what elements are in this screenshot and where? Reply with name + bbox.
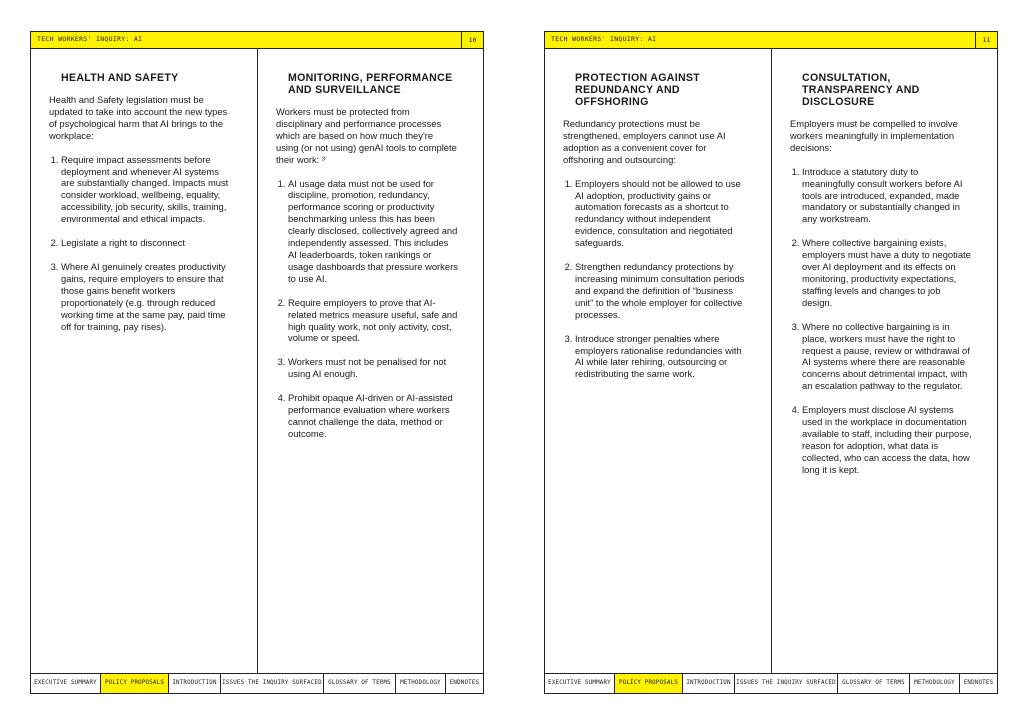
proposal-list [276, 178, 458, 440]
section-health-and-safety [49, 72, 231, 344]
section-heading: CONSULTATION, TRANSPARENCY AND DISCLOSURE [802, 72, 920, 108]
header-title: TECH WORKERS' INQUIRY: AI [37, 35, 143, 43]
section-intro: Employers must be compelled to involve workers meaningfully in implementation decisions: [790, 118, 958, 153]
page-number: 11 [975, 32, 997, 48]
footer-nav [31, 673, 483, 693]
nav-policy-proposals[interactable]: POLICY PROPOSALS [101, 674, 169, 693]
nav-introduction[interactable]: INTRODUCTION [169, 674, 221, 693]
proposal-list [563, 178, 745, 381]
list-item: 3. Workers must not be penalised for not using AI enough. [288, 356, 458, 380]
section-intro: Workers must be protected from disciplinary and performance processes which are based on how much they're using (or not using) genAI tools to complete their work: ³ [276, 106, 457, 165]
nav-methodology[interactable]: METHODOLOGY [910, 674, 960, 693]
page-11 [544, 31, 998, 694]
section-intro: Health and Safety legislation must be updated to take into account the new types of psychological harm that AI brings to the workplace: [49, 94, 228, 141]
section-redundancy [563, 72, 745, 392]
list-item: 3. Introduce stronger penalties where employers rationalise redundancies with AI while later rehiring, outsourcing or redistributing the same work. [575, 333, 745, 381]
list-item: 1. Require impact assessments before deployment and whenever AI systems are substantially changed. Impacts must consider workload, wellbeing, equality, accessibility, job security, skills, training, environmental and ethical impacts. [61, 154, 231, 225]
nav-executive-summary[interactable]: EXECUTIVE SUMMARY [545, 674, 615, 693]
section-consultation [790, 72, 972, 488]
list-item: 2. Legislate a right to disconnect [61, 237, 231, 249]
page-number: 10 [461, 32, 483, 48]
section-heading: PROTECTION AGAINST REDUNDANCY AND OFFSHORING [575, 72, 701, 108]
list-item: 2. Strengthen redundancy protections by increasing minimum consultation periods and expand the definition of “business unit” to the whole employer for collective processes. [575, 261, 745, 321]
proposal-list [790, 166, 972, 476]
list-item: 1. Introduce a statutory duty to meaningfully consult workers before AI tools are introduced, expanded, made mandatory or substantially changed in any workstream. [802, 166, 972, 226]
list-item: 1. Employers should not be allowed to use AI adoption, productivity gains or automation forecasts as a shortcut to redundancy without independent evidence, consultation and negotiated safeguards. [575, 178, 745, 249]
page-header [545, 32, 997, 49]
nav-methodology[interactable]: METHODOLOGY [396, 674, 446, 693]
list-item: 3. Where AI genuinely creates productivity gains, require employers to ensure that those gains benefit workers proportionately (e.g. through reduced working time at the same pay, paid time off for training, pay rises). [61, 261, 231, 332]
list-item: 4. Prohibit opaque AI-driven or AI-assisted performance evaluation where workers cannot challenge the data, method or outcome. [288, 392, 458, 440]
page-header [31, 32, 483, 49]
nav-introduction[interactable]: INTRODUCTION [683, 674, 735, 693]
nav-policy-proposals[interactable]: POLICY PROPOSALS [615, 674, 683, 693]
list-item: 1. AI usage data must not be used for discipline, promotion, redundancy, performance scoring or productivity benchmarking unless this has been clearly disclosed, collectively agreed and independently assessed. This includes AI leaderboards, token rankings or usage dashboards that pressure workers to use AI. [288, 178, 458, 285]
proposal-list [49, 154, 231, 333]
list-item: 2. Require employers to prove that AI-related metrics measure useful, safe and high quality work, not only activity, cost, volume or speed. [288, 297, 458, 345]
nav-glossary[interactable]: GLOSSARY OF TERMS [324, 674, 396, 693]
section-intro: Redundancy protections must be strengthened, employers cannot use AI adoption as a convenient cover for offshoring and outsourcing: [563, 118, 726, 165]
nav-glossary[interactable]: GLOSSARY OF TERMS [838, 674, 910, 693]
nav-issues-surfaced[interactable]: ISSUES THE INQUIRY SURFACED [221, 674, 324, 693]
nav-endnotes[interactable]: ENDNOTES [963, 680, 994, 686]
column-divider [771, 48, 772, 673]
nav-endnotes[interactable]: ENDNOTES [449, 680, 480, 686]
page-10 [30, 31, 484, 694]
section-heading: MONITORING, PERFORMANCE AND SURVEILLANCE [288, 72, 453, 96]
column-divider [257, 48, 258, 673]
nav-executive-summary[interactable]: EXECUTIVE SUMMARY [31, 674, 101, 693]
header-title: TECH WORKERS' INQUIRY: AI [551, 35, 657, 43]
list-item: 4. Employers must disclose AI systems used in the workplace in documentation available to staff, including their purpose, reason for adoption, what data is collected, who can access the data, how long it is kept. [802, 404, 972, 475]
section-monitoring [276, 72, 458, 452]
nav-issues-surfaced[interactable]: ISSUES THE INQUIRY SURFACED [735, 674, 838, 693]
section-heading: HEALTH AND SAFETY [61, 72, 179, 84]
list-item: 3. Where no collective bargaining is in place, workers must have the right to request a pause, review or withdrawal of AI systems where there are reasonable concerns about detrimental impact, with an escalation pathway to the regulator. [802, 321, 972, 392]
footer-nav [545, 673, 997, 693]
list-item: 2. Where collective bargaining exists, employers must have a duty to negotiate over AI deployment and its effects on monitoring, productivity expectations, staffing levels and changes to job design. [802, 237, 972, 308]
